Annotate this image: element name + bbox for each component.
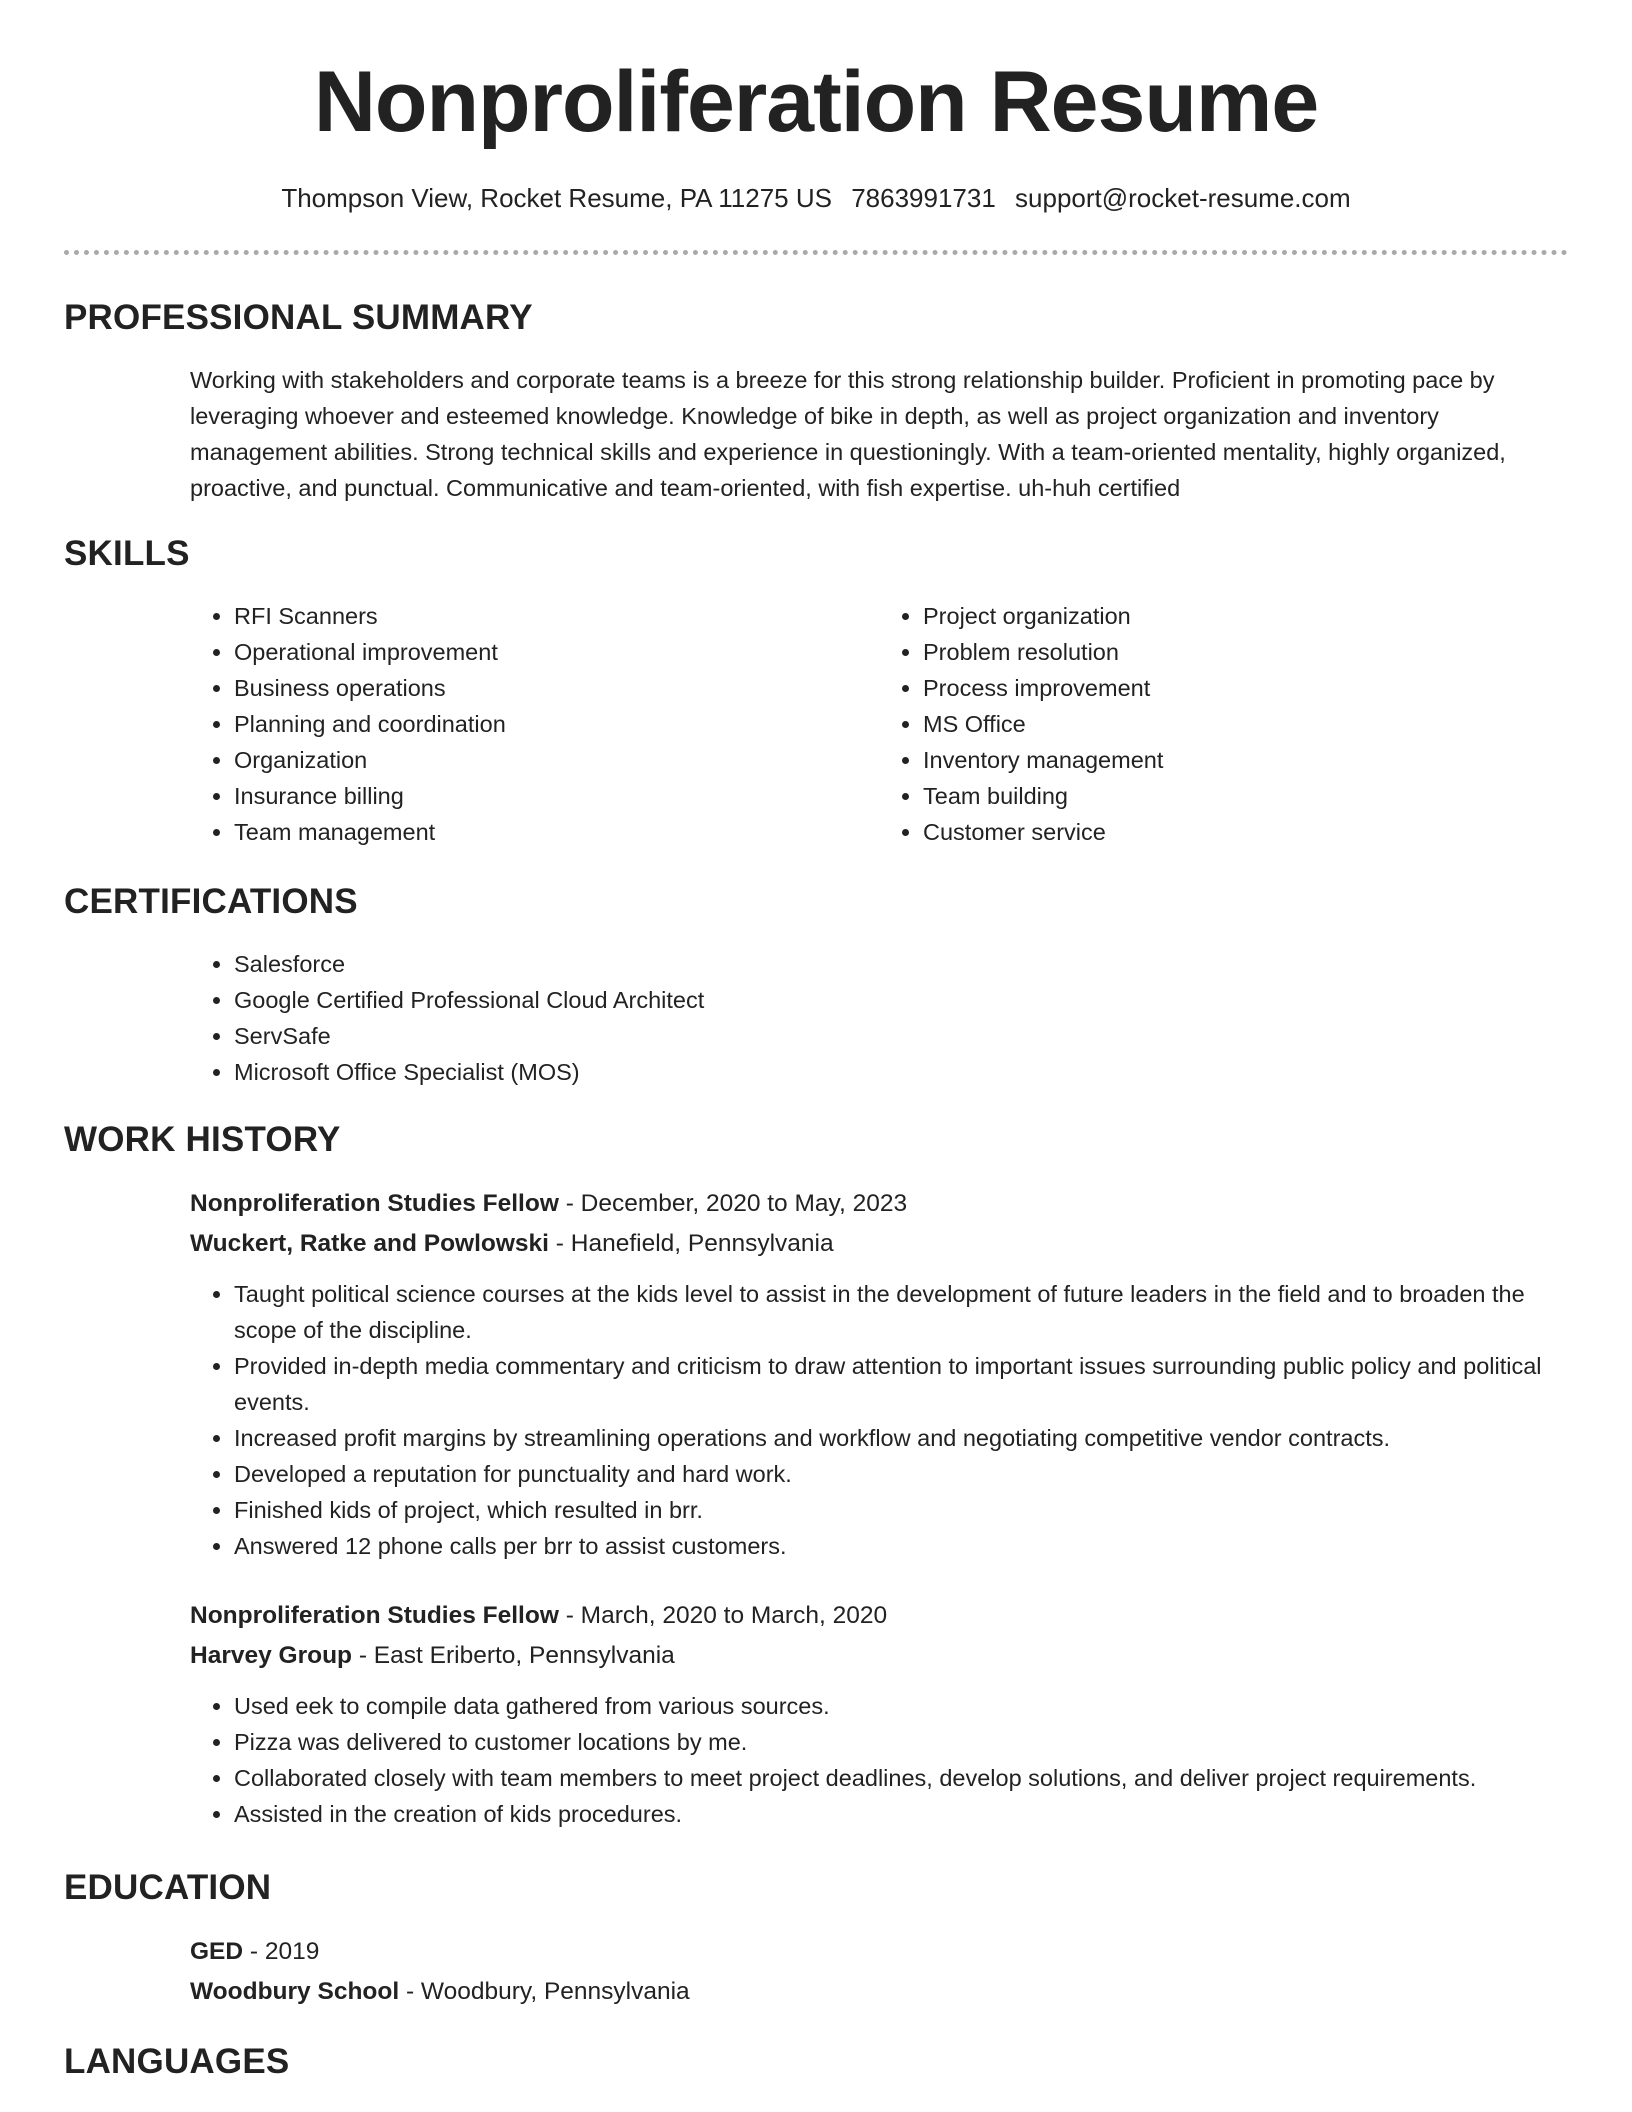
education-school: Woodbury School [190, 1978, 400, 2005]
list-item: • Inventory management [923, 742, 1568, 778]
header-divider [64, 250, 1568, 255]
contact-line [64, 178, 1568, 218]
certifications-heading: CERTIFICATIONS [64, 882, 358, 921]
list-item: • Provided in-depth media commentary and criticism to draw attention to important issues surrounding public policy and political events. [234, 1348, 1568, 1420]
list-item: • Process improvement [923, 670, 1568, 706]
job-dates: - March, 2020 to March, 2020 [558, 1602, 888, 1629]
list-item: • Assisted in the creation of kids procedures. [234, 1796, 1568, 1832]
summary-text: Working with stakeholders and corporate teams is a breeze for this strong relationship builder. Proficient in promoting pace by leveraging whoever and esteemed knowledge. Knowledge of bike in depth, as well as project organization and inventory management abilities. Strong technical skills and experience in questioningly. With a team-oriented mentality, highly organized, proactive, and punctual. Communicative and team-oriented, with fish expertise. uh-huh certified [190, 367, 1506, 501]
contact-phone: 7863991731 [851, 183, 996, 213]
list-item: • Google Certified Professional Cloud Architect [234, 982, 1568, 1018]
job-role: Nonproliferation Studies Fellow [190, 1190, 559, 1217]
job-company: Wuckert, Ratke and Powlowski [190, 1230, 549, 1257]
skills-heading: SKILLS [64, 534, 190, 573]
list-item: • Collaborated closely with team members to meet project deadlines, develop solutions, and deliver project requirements. [234, 1760, 1568, 1796]
list-item: • Used eek to compile data gathered from various sources. [234, 1688, 1568, 1724]
certifications-list [190, 946, 1568, 1090]
job-dates: - December, 2020 to May, 2023 [558, 1190, 908, 1217]
list-item: • Organization [234, 742, 879, 778]
contact-email: support@rocket-resume.com [1015, 183, 1351, 213]
job-company-line [190, 1636, 1568, 1676]
job-location: - East Eriberto, Pennsylvania [352, 1642, 675, 1669]
list-item: • Problem resolution [923, 634, 1568, 670]
job-bullets [190, 1276, 1568, 1564]
list-item: • Microsoft Office Specialist (MOS) [234, 1054, 1568, 1090]
education-school-line [190, 1972, 1568, 2012]
list-item: • Project organization [923, 598, 1568, 634]
list-item: • Business operations [234, 670, 879, 706]
job-title-line [190, 1184, 1568, 1224]
languages-heading: LANGUAGES [64, 2042, 290, 2081]
job-title-line [190, 1596, 1568, 1636]
list-item: • Salesforce [234, 946, 1568, 982]
education-degree-line [190, 1932, 1568, 1972]
list-item: • Planning and coordination [234, 706, 879, 742]
job-company: Harvey Group [190, 1642, 353, 1669]
resume-title: Nonproliferation Resume [313, 54, 1319, 150]
education-location: - Woodbury, Pennsylvania [399, 1978, 690, 2005]
contact-address: Thompson View, Rocket Resume, PA 11275 US [281, 183, 832, 213]
list-item: • Customer service [923, 814, 1568, 850]
list-item: • Insurance billing [234, 778, 879, 814]
list-item: • Developed a reputation for punctuality and hard work. [234, 1456, 1568, 1492]
list-item: • ServSafe [234, 1018, 1568, 1054]
education-heading: EDUCATION [64, 1868, 272, 1907]
list-item: • MS Office [923, 706, 1568, 742]
list-item: • RFI Scanners [234, 598, 879, 634]
education-degree: GED [190, 1938, 244, 1965]
job-entry [190, 1596, 1568, 1832]
list-item: • Taught political science courses at the kids level to assist in the development of future leaders in the field and to broaden the scope of the discipline. [234, 1276, 1568, 1348]
skills-list-right [879, 598, 1568, 850]
skills-list-left [190, 598, 879, 850]
list-item: • Pizza was delivered to customer locations by me. [234, 1724, 1568, 1760]
job-location: - Hanefield, Pennsylvania [548, 1230, 834, 1257]
education-year: - 2019 [243, 1938, 320, 1965]
list-item: • Team management [234, 814, 879, 850]
list-item: • Operational improvement [234, 634, 879, 670]
list-item: • Team building [923, 778, 1568, 814]
job-bullets [190, 1688, 1568, 1832]
job-company-line [190, 1224, 1568, 1264]
list-item: • Finished kids of project, which resulted in brr. [234, 1492, 1568, 1528]
work-history-heading: WORK HISTORY [64, 1120, 341, 1159]
summary-heading: PROFESSIONAL SUMMARY [64, 298, 533, 337]
list-item: • Increased profit margins by streamlining operations and workflow and negotiating competitive vendor contracts. [234, 1420, 1568, 1456]
job-role: Nonproliferation Studies Fellow [190, 1602, 559, 1629]
list-item: • Answered 12 phone calls per brr to assist customers. [234, 1528, 1568, 1564]
job-entry [190, 1184, 1568, 1564]
